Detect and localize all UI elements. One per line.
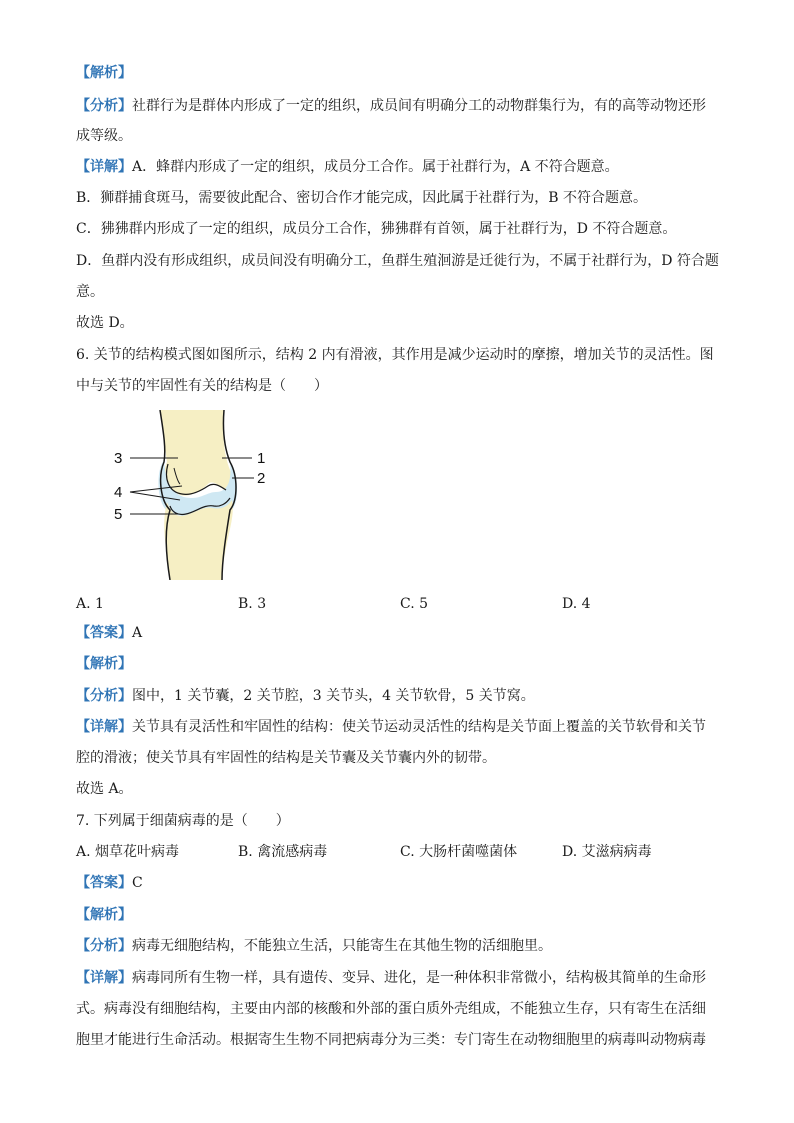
q7-option-a[interactable]: A. 烟草花叶病毒	[76, 844, 180, 860]
option-d-explain: D．鱼群内没有形成组织，成员间没有明确分工，鱼群生殖洄游是迁徙行为，不属于社群行为，D 符合题	[76, 253, 719, 269]
q7-fenxi: 【分析】病毒无细胞结构，不能独立生活，只能寄生在其他生物的活细胞里。	[76, 938, 552, 954]
q6-conclusion: 故选 A。	[76, 781, 133, 797]
label-3: 3	[114, 450, 123, 467]
label-1: 1	[257, 450, 266, 467]
analysis-fenxi: 【分析】社群行为是群体内形成了一定的组织，成员间有明确分工的动物群集行为，有的高等动物还形	[76, 98, 706, 114]
option-b-explain: B．狮群捕食斑马，需要彼此配合、密切合作才能完成，因此属于社群行为，B 不符合题意。	[76, 190, 648, 206]
option-c-explain: C．狒狒群内形成了一定的组织，成员分工合作，狒狒群有首领，属于社群行为，D 不符合题意。	[76, 221, 677, 237]
q6-stem-cont: 中与关节的牢固性有关的结构是（ ）	[76, 378, 328, 394]
q7-option-c[interactable]: C. 大肠杆菌噬菌体	[400, 844, 518, 860]
q6-answer: 【答案】A	[76, 625, 143, 641]
q7-answer: 【答案】C	[76, 875, 143, 891]
q6-option-b[interactable]: B. 3	[238, 596, 267, 612]
option-d-explain-cont: 意。	[76, 284, 104, 300]
label-4: 4	[114, 484, 123, 501]
upper-bone	[160, 410, 232, 496]
q7-option-d[interactable]: D. 艾滋病病毒	[562, 844, 652, 860]
conclusion: 故选 D。	[76, 315, 134, 331]
q6-option-c[interactable]: C. 5	[400, 596, 429, 612]
q7-stem: 7. 下列属于细菌病毒的是（ ）	[76, 813, 290, 829]
q6-xiangjie: 【详解】关节具有灵活性和牢固性的结构：使关节运动灵活性的结构是关节面上覆盖的关节软骨和关节	[76, 719, 706, 735]
label-5: 5	[114, 506, 123, 523]
q7-jiexi: 【解析】	[76, 907, 132, 923]
analysis-fenxi-cont: 成等级。	[76, 128, 132, 144]
joint-diagram	[112, 410, 302, 580]
analysis-xiangjie: 【详解】A．蜂群内形成了一定的组织，成员分工合作。属于社群行为，A 不符合题意。	[76, 159, 619, 175]
q6-option-d[interactable]: D. 4	[562, 596, 591, 612]
q6-xiangjie-cont: 腔的滑液；使关节具有牢固性的结构是关节囊及关节囊内外的韧带。	[76, 750, 496, 766]
analysis-heading: 【解析】	[76, 65, 132, 81]
q7-option-b[interactable]: B. 禽流感病毒	[238, 844, 328, 860]
q6-option-a[interactable]: A. 1	[76, 596, 104, 612]
label-2: 2	[257, 470, 266, 487]
q7-xiangjie-cont1: 式。病毒没有细胞结构，主要由内部的核酸和外部的蛋白质外壳组成，不能独立生存，只有寄生在活细	[76, 1001, 706, 1017]
q7-xiangjie: 【详解】病毒同所有生物一样，具有遗传、变异、进化，是一种体积非常微小，结构极其简单的生命形	[76, 970, 706, 986]
q6-jiexi: 【解析】	[76, 656, 132, 672]
q6-fenxi: 【分析】图中，1 关节囊，2 关节腔，3 关节头，4 关节软骨，5 关节窝。	[76, 688, 535, 704]
q7-xiangjie-cont2: 胞里才能进行生命活动。根据寄生生物不同把病毒分为三类：专门寄生在动物细胞里的病毒叫动物病毒	[76, 1032, 706, 1048]
q6-stem: 6. 关节的结构模式图如图所示，结构 2 内有滑液，其作用是减少运动时的摩擦，增加关节的灵活性。图	[76, 347, 714, 363]
